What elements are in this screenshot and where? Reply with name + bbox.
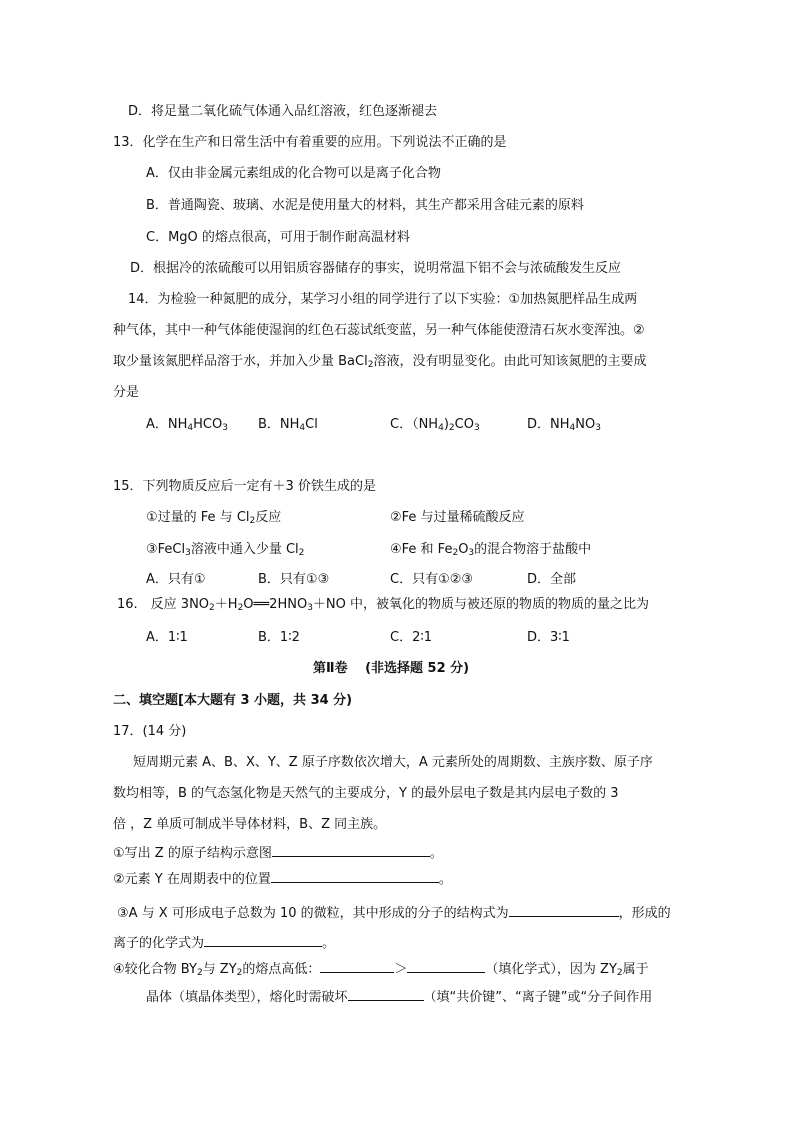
answer-blank[interactable] [204,932,322,947]
subscript: 4 [569,423,576,433]
question-13-option-a: A．仅由非金属元素组成的化合物可以是离子化合物 [146,166,441,181]
subscript: 3 [473,423,480,433]
subscript: 4 [438,423,444,433]
sub-text: 属于 [622,962,649,977]
subscript: 3 [185,548,191,558]
question-14-line-1: 14．为检验一种氮肥的成分，某学习小组的同学进行了以下实验：①加热氮肥样品生成两 [128,292,638,307]
sub-text: 。 [322,936,336,951]
item-text: ①过量的 Fe 与 Cl [146,510,250,525]
subscript: 2 [616,968,623,978]
item-text: ③FeCl [146,542,186,557]
item-text: 溶液中通入少量 Cl [190,542,299,557]
subscript: 2 [452,548,459,558]
opt-text: A．NH [146,417,188,432]
greater-than-sign: ＞ [394,962,408,977]
answer-blank[interactable] [407,958,485,973]
stem-text: ＋H [214,597,238,612]
part-2-title: 第Ⅱ卷 (非选择题 52 分) [313,661,470,676]
question-14-line-4: 分是 [113,385,140,400]
sub-text: 离子的化学式为 [113,936,205,951]
subscript: 2 [298,548,305,558]
question-17-heading: 17．(14 分) [113,724,187,739]
question-14-line-3 [113,352,646,372]
sub-text: ③A 与 X 可形成电子总数为 10 的微粒，其中形成的分子的结构式为 [117,906,509,921]
item-text: ④Fe 和 Fe [390,542,453,557]
stem-text: O══2HNO [243,597,308,612]
question-14-option-d [527,415,601,435]
item-text: O [458,542,469,557]
subscript: 3 [595,423,601,433]
sub-text: 。 [438,872,452,887]
question-17-sub-4 [113,958,649,980]
subscript: 2 [209,603,215,613]
answer-blank[interactable] [348,986,424,1001]
sub-text: ①写出 Z 的原子结构示意图 [113,846,272,861]
question-12-option-d: D．将足量二氧化硫气体通入品红溶液，红色逐渐褪去 [128,104,438,119]
subscript: 2 [236,968,243,978]
answer-blank[interactable] [320,958,394,973]
question-15-item-4 [390,540,591,560]
opt-text: C．（NH [390,417,439,432]
opt-text: D．NH [527,417,570,432]
subscript: 2 [237,603,244,613]
question-16-option-b: B．1∶2 [258,630,300,645]
subscript: 3 [468,548,475,558]
sub-text: ④较化合物 BY [113,962,197,977]
subscript: 2 [367,360,374,370]
sub-text: ②元素 Y 在周期表中的位置 [113,872,271,887]
sub-text: （填“共价键”、“离子键”或“分子间作用 [423,990,653,1005]
opt-text: ) [443,417,449,432]
question-16-option-c: C．2∶1 [390,630,433,645]
stem-text: ＋NO 中，被氧化的物质与被还原的物质的物质的量之比为 [312,597,650,612]
question-16-stem [117,595,649,615]
question-17-paragraph-2: 数均相等，B 的气态氢化物是天然气的主要成分，Y 的最外层电子数是其内层电子数的 3 [113,786,619,801]
question-17-sub-3-line-2 [113,932,335,954]
question-14-line-3-b: 溶液，没有明显变化。由此可知该氮肥的主要成 [373,354,647,369]
question-17-sub-2 [113,868,452,890]
sub-text: 晶体（填晶体类型），熔化时需破坏 [146,990,348,1005]
opt-text: Cl [305,417,318,432]
sub-text: 与 ZY [202,962,237,977]
sub-text: （填化学式），因为 ZY [485,962,617,977]
question-16-option-d: D．3∶1 [527,630,570,645]
question-15-stem: 15．下列物质反应后一定有＋3 价铁生成的是 [113,479,376,494]
subscript: 2 [196,968,203,978]
subscript: 4 [299,423,306,433]
question-13-option-c: C．MgO 的熔点很高，可用于制作耐高温材料 [146,230,410,245]
opt-text: B．NH [258,417,300,432]
question-15-option-d: D．全部 [527,572,577,587]
question-14-line-2: 种气体，其中一种气体能使湿润的红色石蕊试纸变蓝，另一种气体能使澄清石灰水变浑浊。② [113,323,645,338]
question-14-option-c [390,415,480,435]
question-13-option-d: D．根据冷的浓硫酸可以用铝质容器储存的事实，说明常温下铝不会与浓硫酸发生反应 [130,261,622,276]
section-2-title: 二、填空题[本大题有 3 小题，共 34 分) [113,693,353,708]
question-15-option-a: A．只有① [146,572,206,587]
answer-blank[interactable] [509,902,619,917]
item-text: 的混合物溶于盐酸中 [474,542,592,557]
item-text: 反应 [255,510,282,525]
opt-text: NO [575,417,596,432]
subscript: 3 [307,603,313,613]
question-13-stem: 13．化学在生产和日常生活中有着重要的应用。下列说法不正确的是 [113,135,507,150]
question-17-sub-4-line-2 [146,986,652,1008]
question-17-paragraph-3: 倍 ，Z 单质可制成半导体材料，B、Z 同主族。 [113,817,387,832]
question-16-option-a: A．1∶1 [146,630,188,645]
question-17-sub-1 [113,842,443,864]
question-15-option-b: B．只有①③ [258,572,330,587]
question-15-item-3 [146,540,304,560]
question-13-option-b: B．普通陶瓷、玻璃、水泥是使用量大的材料，其生产都采用含硅元素的原料 [146,198,584,213]
question-15-item-1 [146,508,281,528]
subscript: 4 [187,423,194,433]
question-17-sub-3 [117,902,671,924]
answer-blank[interactable] [271,868,439,883]
question-15-option-c: C．只有①②③ [390,572,474,587]
subscript: 3 [222,423,228,433]
question-14-option-a [146,415,228,435]
sub-text: 的熔点高低： [242,962,321,977]
opt-text: HCO [193,417,223,432]
question-14-line-3-a: 取少量该氮肥样品溶于水，并加入少量 BaCl [113,354,368,369]
stem-text: 16. 反应 3NO [117,597,210,612]
subscript: 2 [448,423,455,433]
answer-blank[interactable] [272,842,430,857]
opt-text: CO [454,417,474,432]
subscript: 2 [249,516,256,526]
question-14-option-b [258,415,318,435]
question-15-item-2: ②Fe 与过量稀硫酸反应 [390,510,525,525]
question-17-paragraph-1: 短周期元素 A、B、X、Y、Z 原子序数依次增大，A 元素所处的周期数、主族序数、原子序 [133,755,653,770]
sub-text: ，形成的 [618,906,671,921]
sub-text: 。 [429,846,443,861]
